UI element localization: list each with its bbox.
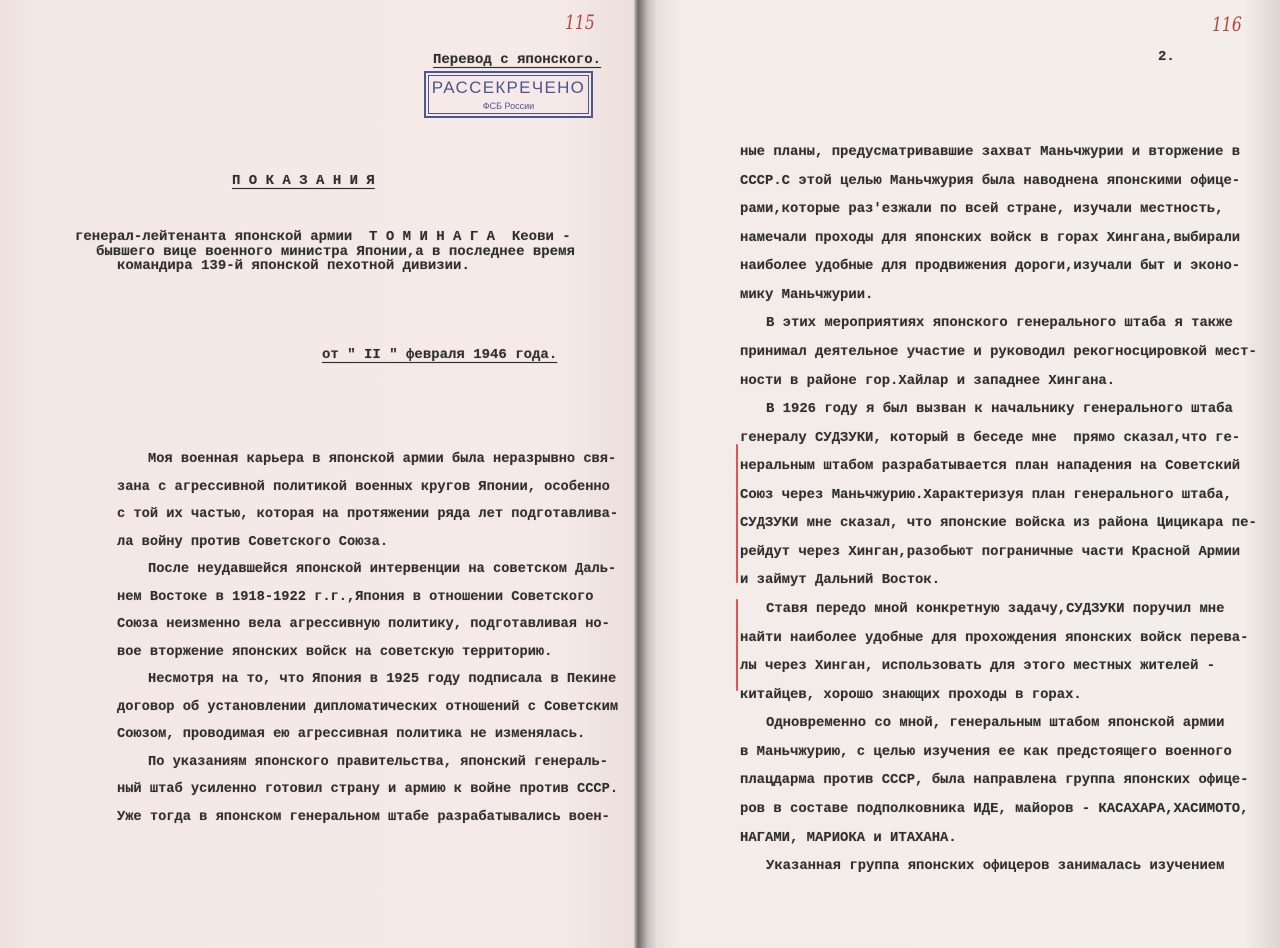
paragraph bbox=[740, 138, 1257, 309]
subject-line: бывшего вице военного министра Японии,а в последнее время bbox=[96, 243, 575, 260]
paragraph bbox=[740, 709, 1257, 852]
text-line: в Маньчжурию, с целью изучения ее как предстоящего военного bbox=[740, 743, 1232, 760]
text-line: нем Востоке в 1918-1922 г.г.,Япония в отношении Советского bbox=[117, 589, 594, 605]
paragraph bbox=[117, 446, 618, 556]
page-number: 2. bbox=[1158, 49, 1175, 65]
text-line: Одновременно со мной, генеральным штабом японской армии bbox=[766, 715, 1225, 732]
text-line: вое вторжение японских войск на советскую территорию. bbox=[117, 644, 553, 660]
folio-number: 115 bbox=[565, 10, 595, 34]
text-line: лы через Хинган, использовать для этого местных жителей - bbox=[740, 658, 1216, 675]
text-line: Союз через Маньчжурию.Характеризуя план генерального штаба, bbox=[740, 486, 1232, 503]
text-line: и займут Дальний Восток. bbox=[740, 572, 941, 589]
text-line: В 1926 году я был вызван к начальнику генерального штаба bbox=[766, 401, 1233, 418]
text-line: Союза неизменно вела агрессивную политику, подготавливая но- bbox=[117, 617, 610, 632]
text-line: намечали проходы для японских войск в горах Хингана,выбирали bbox=[740, 229, 1241, 246]
text-line: мику Маньчжурии. bbox=[740, 286, 874, 303]
text-line: ности в районе гор.Хайлар и западнее Хингана. bbox=[740, 372, 1116, 389]
text-line: договор об установлении дипломатических отношений с Советским bbox=[117, 699, 619, 715]
right-page bbox=[656, 0, 1280, 948]
text-line: ла войну против Советского Союза. bbox=[117, 534, 389, 550]
paragraph bbox=[117, 556, 618, 666]
text-line: зана с агрессивной политикой военных кругов Японии, особенно bbox=[117, 479, 610, 495]
text-line: наиболее удобные для продвижения дороги,изучали быт и эконо- bbox=[740, 258, 1241, 275]
body-text bbox=[117, 446, 618, 831]
text-line: После неудавшейся японской интервенции на советском Даль- bbox=[148, 562, 617, 577]
translation-note: Перевод с японского. bbox=[433, 52, 602, 68]
paragraph bbox=[740, 595, 1257, 709]
text-line: рейдут через Хинган,разобьют пограничные части Красной Армии bbox=[740, 543, 1241, 560]
body-text bbox=[740, 138, 1257, 881]
book-gutter bbox=[634, 0, 658, 948]
paragraph bbox=[740, 309, 1257, 395]
folio-number: 116 bbox=[1212, 12, 1242, 36]
text-line: В этих мероприятиях японского генерального штаба я также bbox=[766, 315, 1233, 332]
subject-block bbox=[75, 230, 575, 274]
text-line: плацдарма против СССР, была направлена группа японских офице- bbox=[740, 772, 1249, 789]
left-page bbox=[0, 0, 636, 948]
paragraph bbox=[117, 749, 618, 832]
text-line: неральным штабом разрабатывается план нападения на Советский bbox=[740, 458, 1241, 475]
margin-mark bbox=[736, 599, 738, 691]
subject-line: генерал-лейтенанта японской армии Т О М И Н А Г А Кеови - bbox=[75, 229, 571, 245]
document-title: П О К А З А Н И Я bbox=[232, 173, 375, 189]
date-line: от " II " февраля 1946 года. bbox=[322, 347, 558, 363]
stamp-title: РАССЕКРЕЧЕНО bbox=[431, 78, 586, 97]
paragraph bbox=[740, 852, 1257, 881]
text-line: Союзом, проводимая ею агрессивная политика не изменялась. bbox=[117, 727, 586, 742]
text-line: генералу СУДЗУКИ, который в беседе мне прямо сказал,что ге- bbox=[740, 429, 1241, 446]
text-line: китайцев, хорошо знающих проходы в горах. bbox=[740, 686, 1082, 703]
text-line: ров в составе подполковника ИДЕ, майоров - КАСАХАРА,ХАСИМОТО, bbox=[740, 800, 1249, 817]
text-line: Указанная группа японских офицеров занималась изучением bbox=[766, 858, 1225, 875]
text-line: СССР.С этой целью Маньчжурия была наводнена японскими офице- bbox=[740, 172, 1241, 189]
text-line: с той их частью, которая на протяжении ряда лет подготавлива- bbox=[117, 507, 619, 522]
text-line: рами,которые раз'езжали по всей стране, изучали местность, bbox=[740, 201, 1224, 218]
text-line: НАГАМИ, МАРИОКА и ИТАХАНА. bbox=[740, 829, 957, 846]
text-line: Уже тогда в японском генеральном штабе разрабатывались воен- bbox=[117, 809, 610, 825]
stamp-subtitle: ФСБ России bbox=[482, 101, 535, 111]
text-line: Моя военная карьера в японской армии была неразрывно свя- bbox=[148, 452, 617, 467]
text-line: По указаниям японского правительства, японский генераль- bbox=[148, 754, 608, 770]
text-line: найти наиболее удобные для прохождения японских войск перева- bbox=[740, 629, 1249, 646]
text-line: ный штаб усиленно готовил страну и армию к войне против СССР. bbox=[117, 782, 619, 797]
text-line: Ставя передо мной конкретную задачу,СУДЗУКИ поручил мне bbox=[766, 601, 1225, 617]
text-line: ные планы, предусматривавшие захват Маньчжурии и вторжение в bbox=[740, 144, 1241, 160]
text-line: Несмотря на то, что Япония в 1925 году подписала в Пекине bbox=[148, 672, 617, 687]
text-line: принимал деятельное участие и руководил рекогносцировкой мест- bbox=[740, 343, 1257, 360]
margin-mark bbox=[736, 444, 738, 583]
paragraph bbox=[740, 395, 1257, 595]
paragraph bbox=[117, 666, 618, 749]
text-line: СУДЗУКИ мне сказал, что японские войска из района Цицикара пе- bbox=[740, 515, 1257, 532]
declassified-stamp bbox=[424, 71, 593, 118]
subject-line: командира 139-й японской пехотной дивизии. bbox=[117, 258, 470, 274]
